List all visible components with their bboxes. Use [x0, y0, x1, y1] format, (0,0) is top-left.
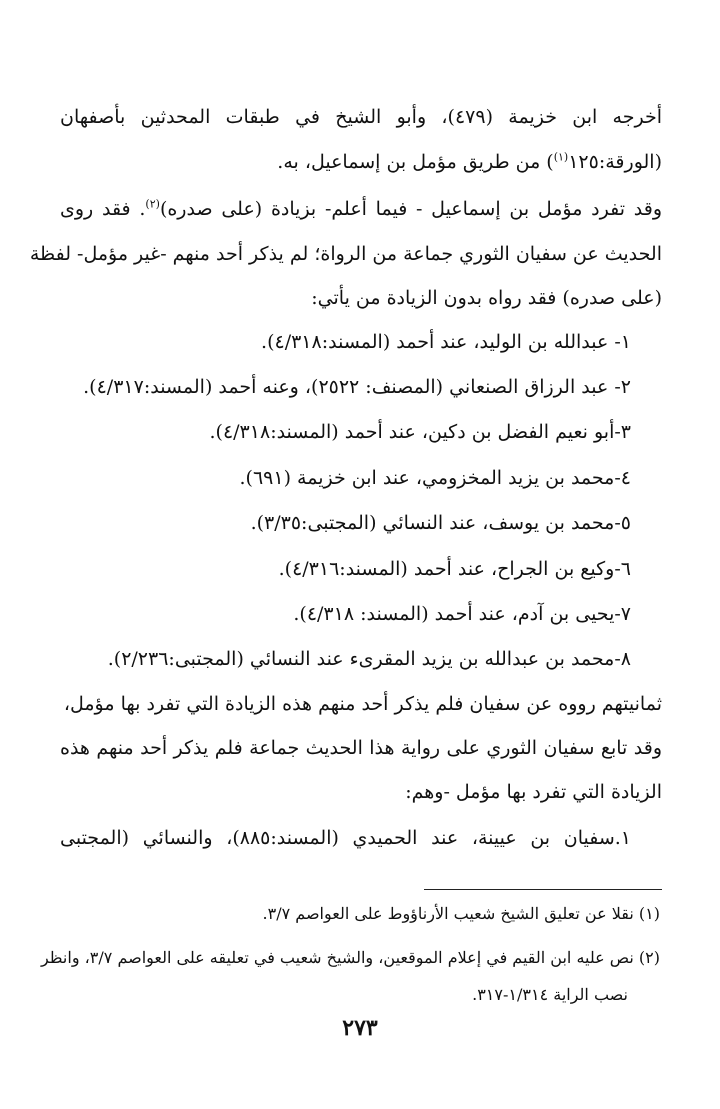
page-number: ٢٧٣: [342, 1015, 378, 1041]
footnote-1: (١) نقلا عن تعليق الشيخ شعيب الأرناؤوط على العواصم ٣/٧.: [262, 904, 660, 923]
footnote-ref-2: (٢): [145, 197, 160, 211]
text-line-9: ١.سفيان بن عيينة، عند الحميدي (المسند:٨٨٥)، والنسائي (المجتبى: [60, 827, 632, 849]
list-item-8: ٨-محمد بن عبدالله بن يزيد المقرىء عند النسائي (المجتبى:٢/٢٣٦).: [107, 648, 631, 670]
text-line-1: أخرجه ابن خزيمة (٤٧٩)، وأبو الشيخ في طبقات المحدثين بأصفهان: [60, 106, 662, 128]
list-item-5: ٥-محمد بن يوسف، عند النسائي (المجتبى:٣/٣٥).: [250, 512, 631, 534]
text-line-6: ثمانيتهم رووه عن سفيان فلم يذكر أحد منهم هذه الزيادة التي تفرد بها مؤمل،: [63, 693, 662, 715]
list-item-7: ٧-يحيى بن آدم، عند أحمد (المسند: ٤/٣١٨).: [293, 603, 631, 625]
list-item-1: ١- عبدالله بن الوليد، عند أحمد (المسند:٤/٣١٨).: [261, 331, 631, 353]
list-item-2: ٢- عبد الرزاق الصنعاني (المصنف: ٢٥٢٢)، وعنه أحمد (المسند:٤/٣١٧).: [83, 376, 631, 398]
footnote-2: (٢) نص عليه ابن القيم في إعلام الموقعين، والشيخ شعيب في تعليقه على العواصم ٣/٧، وانظر: [40, 948, 660, 967]
text-line-8: الزيادة التي تفرد بها مؤمل -وهم:: [405, 781, 662, 803]
text-line-3: وقد تفرد مؤمل بن إسماعيل - فيما أعلم- بزيادة (على صدره)$^{(٢)}$. فقد روى: [60, 197, 662, 220]
text-line-4: الحديث عن سفيان الثوري جماعة من الرواة؛ لم يذكر أحد منهم -غير مؤمل- لفظة: [29, 243, 662, 265]
list-item-4: ٤-محمد بن يزيد المخزومي، عند ابن خزيمة (٦٩١).: [239, 467, 631, 489]
text-line-7: وقد تابع سفيان الثوري على رواية هذا الحديث جماعة فلم يذكر أحد منهم هذه: [60, 737, 662, 759]
footnote-ref-1: (١): [553, 150, 569, 164]
text-line-5: (على صدره) فقد رواه بدون الزيادة من يأتي:: [311, 287, 662, 309]
list-item-3: ٣-أبو نعيم الفضل بن دكين، عند أحمد (المسند:٤/٣١٨).: [209, 421, 631, 443]
list-item-6: ٦-وكيع بن الجراح، عند أحمد (المسند:٤/٣١٦).: [278, 558, 631, 580]
footnote-2-continued: نصب الراية ١/٣١٤-٣١٧.: [472, 985, 628, 1004]
footnote-separator: [424, 889, 662, 890]
text-line-2: (الورقة:١٢٥$^{(١)}$) من طريق مؤمل بن إسماعيل، به.: [277, 150, 662, 173]
